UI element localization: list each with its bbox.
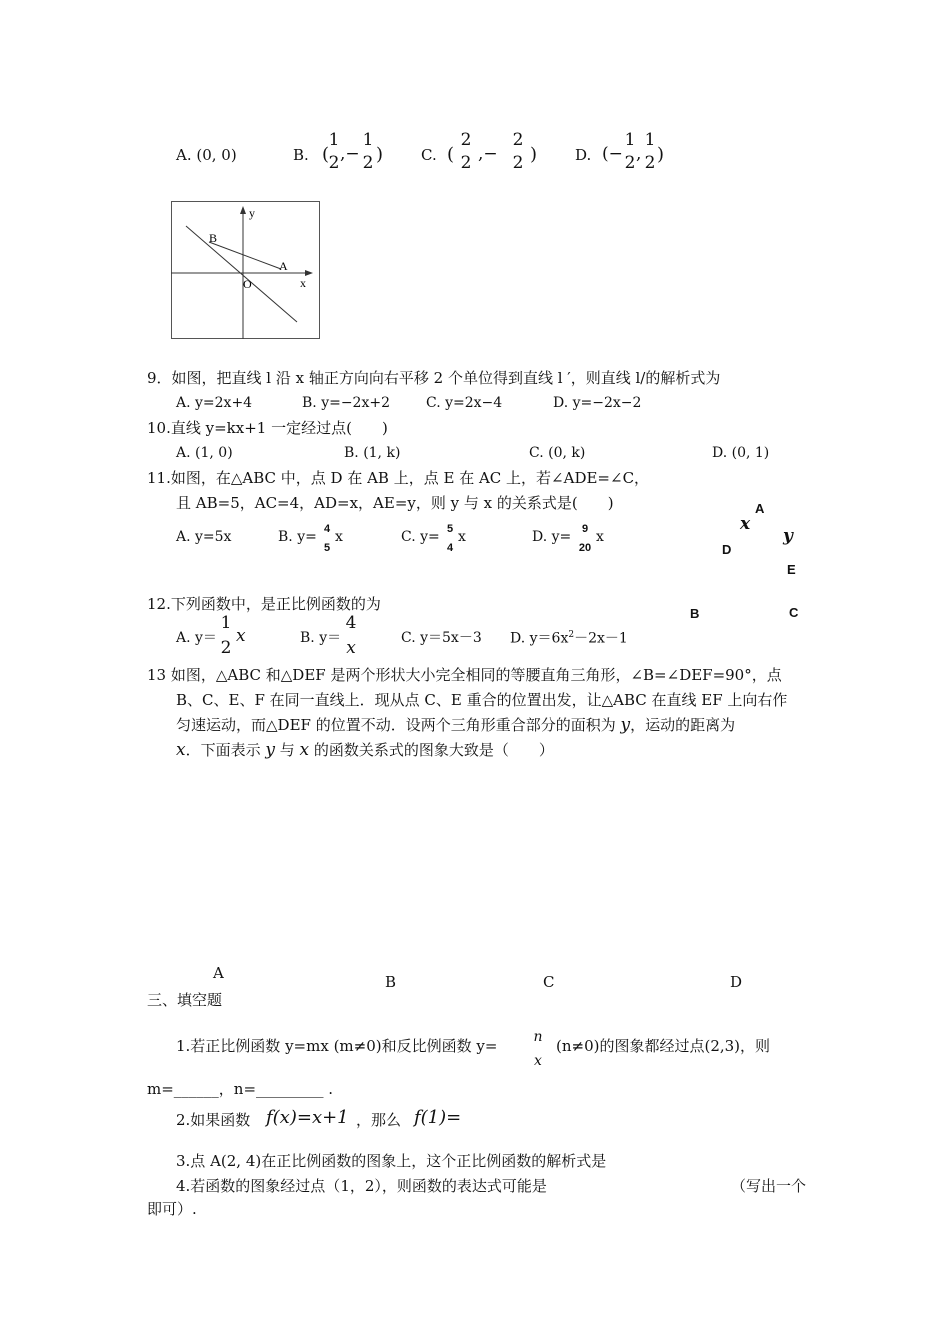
q8-option-b-label: B. (293, 146, 309, 164)
q11-option-b-post: x (335, 529, 343, 545)
q11-fig-label-x: x (740, 514, 751, 534)
q8-option-d-frac2: 1 2 (644, 130, 656, 173)
q13-option-a: A (213, 964, 224, 982)
fill2-pre: 2.如果函数 (176, 1111, 251, 1129)
q8-option-c-frac2: 2 2 (512, 130, 524, 173)
q8-option-b-frac2: 1 2 (362, 130, 374, 173)
q8-option-d-close: ) (657, 144, 665, 165)
q8-option-b-mid: ,− (340, 144, 360, 164)
q12-option-d: D. $y=6x^2-2x-1$ (510, 630, 628, 647)
q10-option-d: D. (0, 1) (712, 445, 770, 461)
q11-option-d-pre: D. y= (532, 529, 572, 545)
graph-x-label: x (300, 276, 306, 290)
q12-option-b-frac: 4 x (345, 613, 357, 658)
fill2-mid: ，那么 (356, 1111, 402, 1129)
section3-title: 三、填空题 (147, 991, 223, 1009)
q9-stem: 9．如图，把直线 l 沿 x 轴正方向向右平移 2 个单位得到直线 l ′，则直线 l/的解析式为 (147, 369, 721, 387)
q11-fig-label-c: C (789, 605, 799, 620)
q8-option-d-mid: , (636, 144, 642, 164)
q11-stem-line1: 11.如图，在△ABC 中，点 D 在 AB 上，点 E 在 AC 上，若∠ADE=∠C， (147, 469, 650, 487)
q9-option-a: A. y=2x+4 (176, 395, 253, 411)
fill4-tail: （写出一个 (731, 1177, 807, 1195)
q11-fig-label-e: E (787, 562, 796, 577)
q8-option-d-label: D. (575, 146, 592, 164)
q11-option-d-frac: 9 20 (578, 523, 592, 554)
fill1-pre: 1.若正比例函数 y=mx (m≠0)和反比例函数 y= (176, 1037, 498, 1055)
graph-b-label: B (209, 231, 218, 245)
q12-option-c: C. y＝5x－3 (401, 630, 482, 646)
fill4-line2: 即可）. (147, 1200, 197, 1218)
q11-option-b-pre: B. y= (278, 529, 317, 545)
q12-option-b-pre: B. y＝ (300, 630, 342, 646)
q12-option-a-pre: A. y＝ (176, 630, 217, 646)
q13-line4: x．下面表示 y 与 x 的函数关系式的图象大致是（ ） (176, 740, 554, 760)
q11-option-c-frac: 5 4 (446, 523, 454, 554)
fill1-line2: m=______，n=_________ . (147, 1080, 334, 1098)
fill1-frac: n x (533, 1029, 543, 1069)
q11-fig-label-a: A (755, 501, 765, 516)
q8-option-b-close: ) (376, 144, 384, 165)
q10-option-c: C. (0, k) (529, 445, 586, 461)
q8-option-b-open: ( (322, 144, 330, 165)
q8-option-c-open: ( (447, 144, 455, 165)
q9-option-d: D. y=−2x−2 (553, 395, 642, 411)
q11-option-b-frac: 4 5 (323, 523, 331, 554)
fill2-expr2: f(1)= (414, 1107, 462, 1128)
q11-stem-line2: 且 AB=5，AC=4，AD=x，AE=y，则 y 与 x 的关系式是( ) (176, 494, 614, 512)
q12-stem: 12.下列函数中，是正比例函数的为 (147, 595, 381, 613)
q9-option-c: C. y=2x−4 (426, 395, 503, 411)
q13-line2: B、C、E、F 在同一直线上．现从点 C、E 重合的位置出发，让△ABC 在直线 EF 上向右作 (176, 691, 788, 709)
q10-stem: 10.直线 y=kx+1 一定经过点( ) (147, 419, 388, 437)
fill4: 4.若函数的图象经过点（1，2），则函数的表达式可能是 (176, 1177, 547, 1195)
q13-option-b: B (385, 973, 397, 991)
q11-option-a: A. y=5x (176, 529, 232, 545)
q11-option-c-pre: C. y= (401, 529, 440, 545)
graph-o-label: O (243, 277, 252, 291)
q13-line1: 13 如图，△ABC 和△DEF 是两个形状大小完全相同的等腰直角三角形，∠B=∠DEF=90°，点 (147, 666, 782, 684)
q8-option-d-open: (− (602, 144, 623, 164)
q12-option-a-frac: 1 2 (220, 613, 232, 658)
line-graph-figure (171, 201, 321, 341)
q13-option-d: D (730, 973, 743, 991)
q11-fig-label-d: D (722, 542, 732, 557)
q10-option-b: B. (1, k) (344, 445, 401, 461)
q8-option-a: A. (0, 0) (176, 146, 237, 164)
fill3: 3.点 A(2, 4)在正比例函数的图象上，这个正比例函数的解析式是 (176, 1152, 607, 1170)
q8-option-d-frac1: 1 2 (624, 130, 636, 173)
q8-option-c-close: ) (530, 144, 538, 165)
q13-option-c: C (543, 973, 555, 991)
q11-fig-label-y: y (783, 526, 793, 546)
q13-line3: 匀速运动，而△DEF 的位置不动．设两个三角形重合部分的面积为 y，运动的距离为 (176, 715, 736, 735)
q8-option-c-mid: ,− (478, 144, 498, 164)
q12-option-a-post: x (236, 626, 246, 646)
fill1-post: (n≠0)的图象都经过点(2,3)，则 (556, 1037, 771, 1055)
q8-option-c-label: C. (421, 146, 437, 164)
fill2-expr: f(x)=x+1 (266, 1107, 349, 1128)
graph-a-label: A (279, 259, 288, 273)
q11-option-c-post: x (458, 529, 466, 545)
q9-option-b: B. y=−2x+2 (302, 395, 390, 411)
q10-option-a: A. (1, 0) (176, 445, 233, 461)
q11-fig-label-b: B (690, 606, 700, 621)
q11-option-d-post: x (596, 529, 604, 545)
graph-y-label: y (249, 206, 255, 220)
q8-option-b-frac1: 1 2 (328, 130, 340, 173)
q8-option-c-frac1: 2 2 (460, 130, 472, 173)
